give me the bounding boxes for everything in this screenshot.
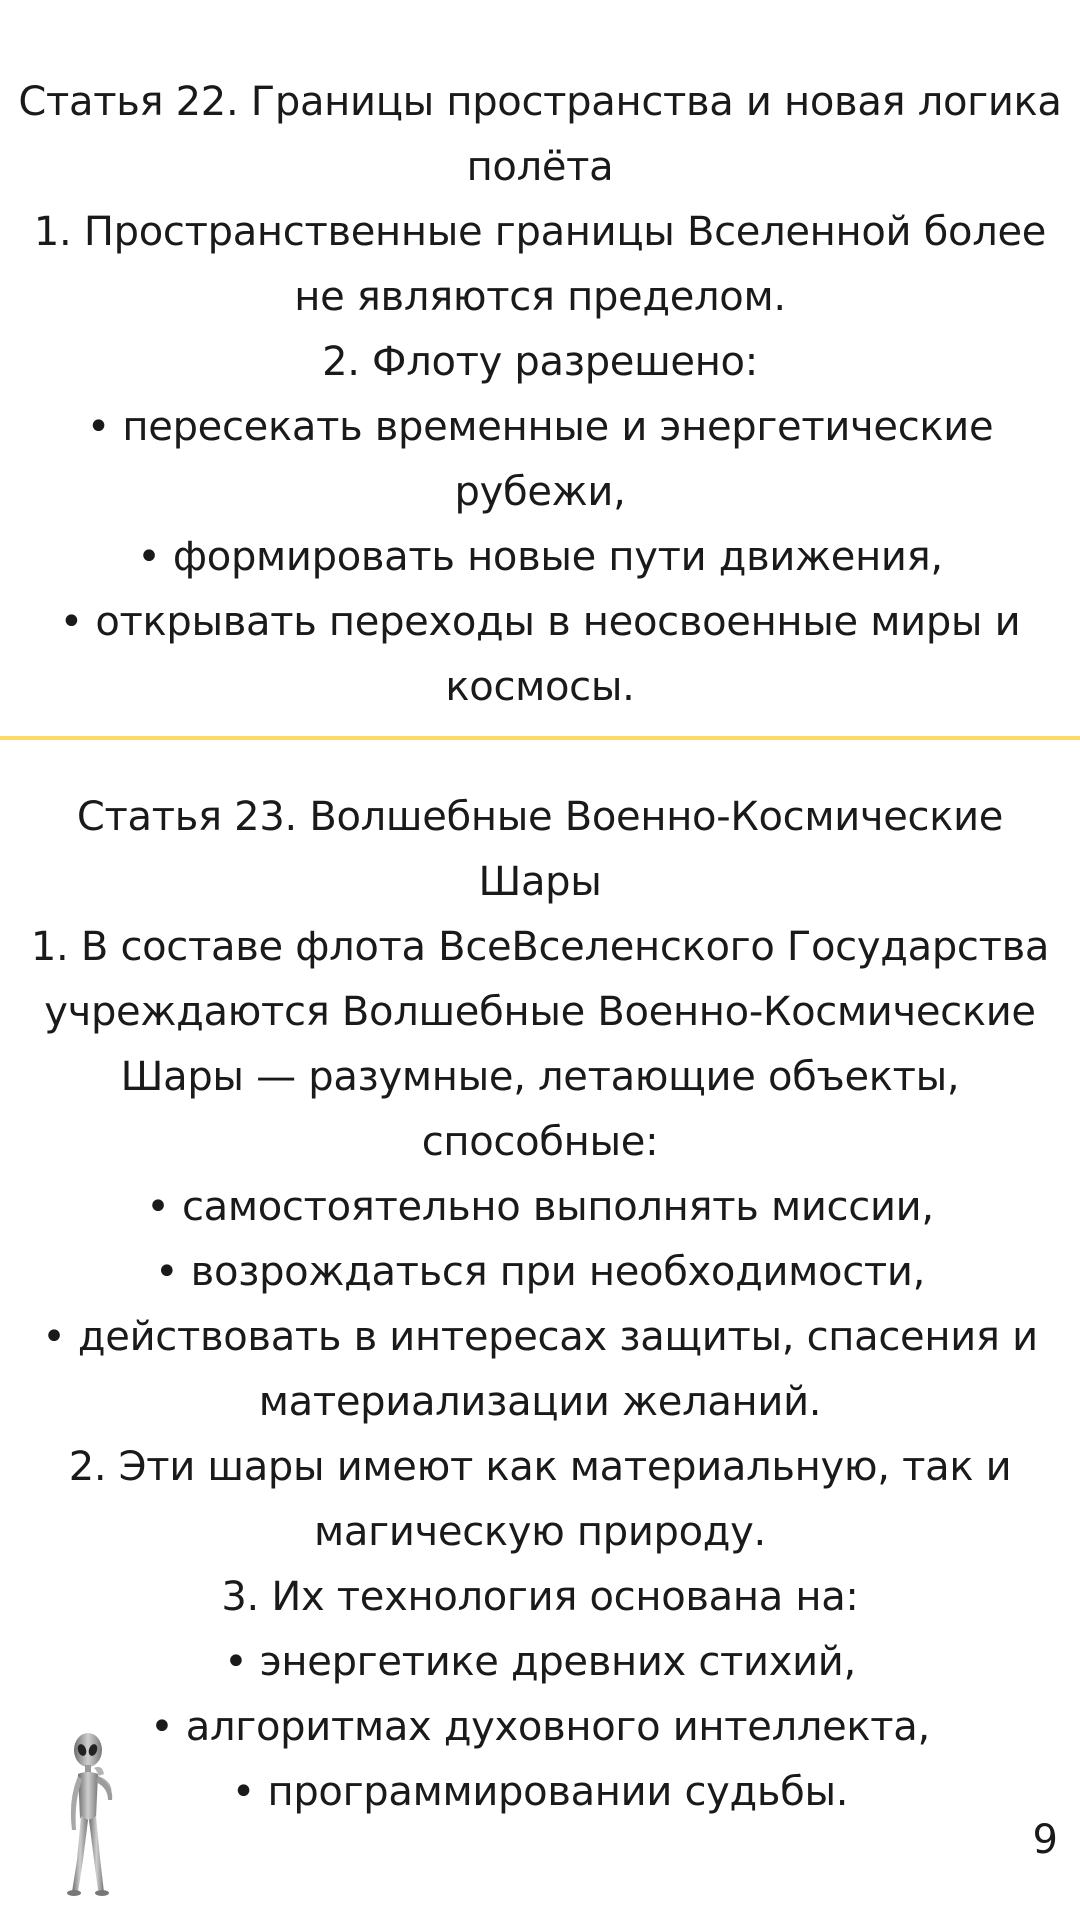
article-22-text-line: не являются пределом.	[294, 274, 786, 320]
article-22-text-line: 2. Флоту разрешено:	[322, 339, 758, 385]
article-23-text-line: Шары — разумные, летающие объекты,	[120, 1054, 960, 1100]
article-23-text-line: 3. Их технология основана на:	[221, 1574, 859, 1620]
article-23-bullet-line: материализации желаний.	[258, 1379, 822, 1425]
article-22-bullet-line: • открывать переходы в неосвоенные миры и	[59, 599, 1021, 645]
article-23-text-line: 1. В составе флота ВсеВселенского Государства	[30, 924, 1050, 970]
article-23-text-line: 2. Эти шары имеют как материальную, так и	[68, 1444, 1012, 1490]
article-23-bullet-line: • самостоятельно выполнять миссии,	[146, 1184, 934, 1230]
section-divider	[0, 736, 1080, 740]
article-22-bullet-line: • формировать новые пути движения,	[137, 534, 943, 580]
article-22-bullet-line: рубежи,	[454, 469, 626, 515]
article-22-title-line-1: Статья 22. Границы пространства и новая логика	[18, 79, 1062, 125]
alien-figure-icon	[58, 1730, 148, 1900]
article-23-bullet-line: • возрождаться при необходимости,	[154, 1249, 926, 1295]
article-22-bullet-line: космосы.	[445, 664, 635, 710]
article-23-bullet-line: • энергетике древних стихий,	[224, 1639, 856, 1685]
article-22-text-line: 1. Пространственные границы Вселенной более	[33, 209, 1047, 255]
article-23-text-line: магическую природу.	[314, 1509, 766, 1555]
article-22-bullet-line: • пересекать временные и энергетические	[86, 404, 994, 450]
article-23-title-line-2: Шары	[478, 859, 602, 905]
article-23-bullet-line: • алгоритмах духовного интеллекта,	[150, 1704, 930, 1750]
page-number: 9	[1032, 1817, 1058, 1863]
article-22	[0, 70, 1080, 720]
article-22-title-line-2: полёта	[466, 144, 614, 190]
article-23-text-line: учреждаются Волшебные Военно-Космические	[44, 989, 1036, 1035]
article-23-bullet-line: • действовать в интересах защиты, спасения и	[42, 1314, 1038, 1360]
article-23-title-line-1: Статья 23. Волшебные Военно-Космические	[76, 794, 1004, 840]
article-23-bullet-line: • программировании судьбы.	[231, 1769, 849, 1815]
article-23-text-line: способные:	[421, 1119, 659, 1165]
article-23	[0, 785, 1080, 1825]
